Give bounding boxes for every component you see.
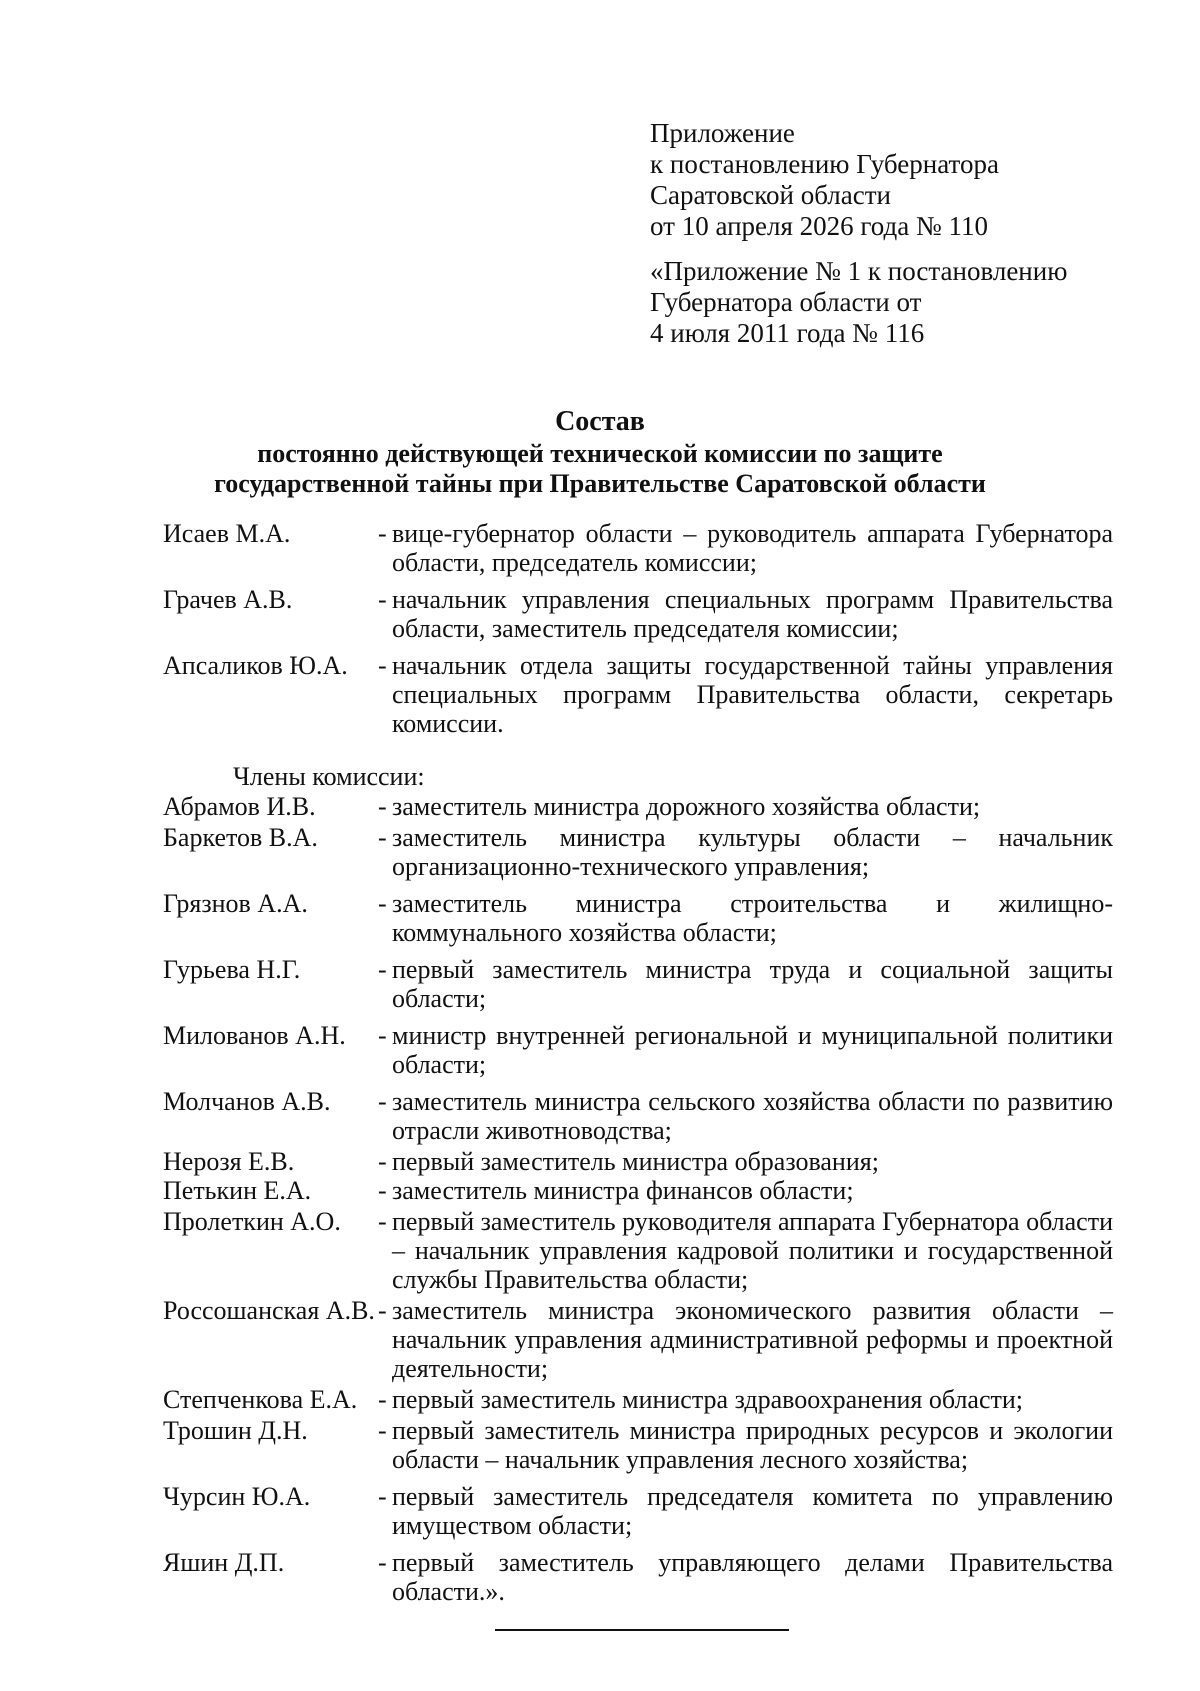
person-role: первый заместитель министра образования; [392, 1147, 879, 1176]
dash: - [378, 1548, 387, 1577]
person-name: Чурсин Ю.А. [163, 1482, 311, 1511]
dash: - [378, 1021, 387, 1050]
person-role: первый заместитель министра природных ресурсов и экологии области – начальник управления лесного хозяйства; [392, 1416, 1113, 1474]
person-name: Россошанская А.В. [163, 1296, 375, 1325]
dash: - [378, 889, 387, 918]
member-row [163, 1021, 1113, 1079]
leadership-row [163, 519, 1113, 577]
member-row [163, 1416, 1113, 1474]
document-subtitle: постоянно действующей технической комиссии по защите [257, 439, 943, 468]
person-role: вице-губернатор области – руководитель аппарата Губернатора области, председатель комиссии; [392, 519, 1113, 577]
person-role: заместитель министра строительства и жилищно-коммунального хозяйства области; [392, 889, 1113, 947]
person-role: заместитель министра экономического развития области – начальник управления административной реформы и проектной деятельности; [392, 1296, 1113, 1383]
dash: - [378, 1147, 387, 1176]
member-row [163, 1087, 1113, 1145]
person-name: Милованов А.Н. [163, 1021, 346, 1050]
person-role: заместитель министра культуры области – начальник организационно-технического управления; [392, 823, 1113, 881]
person-role: министр внутренней региональной и муниципальной политики области; [392, 1021, 1113, 1079]
person-role: первый заместитель министра труда и социальной защиты области; [392, 955, 1113, 1013]
member-row [163, 1207, 1113, 1294]
dash: - [378, 585, 387, 614]
person-name: Грязнов А.А. [163, 889, 308, 918]
member-row [163, 1385, 1113, 1414]
dash: - [378, 1385, 387, 1414]
person-name: Степченкова Е.А. [163, 1385, 358, 1414]
person-role: начальник управления специальных программ Правительства области, заместитель председателя комиссии; [392, 585, 1113, 643]
dash: - [378, 651, 387, 680]
member-row [163, 955, 1113, 1013]
person-name: Трошин Д.Н. [163, 1416, 308, 1445]
member-row [163, 1147, 1113, 1176]
person-role: начальник отдела защиты государственной тайны управления специальных программ Правительства области, секретарь комиссии. [392, 651, 1113, 738]
person-name: Грачев А.В. [163, 585, 293, 614]
person-name: Апсаликов Ю.А. [163, 651, 348, 680]
person-name: Яшин Д.П. [163, 1548, 285, 1577]
footer-divider [495, 1629, 789, 1631]
dash: - [378, 823, 387, 852]
dash: - [378, 1176, 387, 1205]
person-name: Петькин Е.А. [163, 1176, 312, 1205]
person-role: первый заместитель председателя комитета по управлению имуществом области; [392, 1482, 1113, 1540]
dash: - [378, 1207, 387, 1236]
person-name: Баркетов В.А. [163, 823, 318, 852]
member-row [163, 792, 1113, 821]
document-subtitle: государственной тайны при Правительстве Саратовской области [214, 469, 986, 498]
appendix-line: Саратовской области [650, 180, 891, 210]
member-row [163, 1176, 1113, 1205]
dash: - [378, 792, 387, 821]
person-name: Исаев М.А. [163, 519, 291, 548]
leadership-row [163, 651, 1113, 738]
document-heading [0, 405, 1200, 499]
appendix-line: Приложение [650, 118, 795, 148]
appendix-ref-line: Губернатора области от [650, 287, 922, 317]
appendix-line: от 10 апреля 2026 года № 110 [650, 211, 989, 241]
dash: - [378, 955, 387, 984]
person-name: Абрамов И.В. [163, 792, 316, 821]
person-role: первый заместитель руководителя аппарата Губернатора области – начальник управления кадровой политики и государственной службы Правительства области; [392, 1207, 1113, 1294]
person-role: первый заместитель министра здравоохранения области; [392, 1385, 1024, 1414]
person-name: Нерозя Е.В. [163, 1147, 295, 1176]
appendix-line: к постановлению Губернатора [650, 149, 999, 179]
member-row [163, 1296, 1113, 1383]
dash: - [378, 1296, 387, 1325]
appendix-ref-line: 4 июля 2011 года № 116 [650, 318, 925, 348]
person-role: заместитель министра дорожного хозяйства области; [392, 792, 981, 821]
document-title: Состав [555, 406, 645, 437]
commission-list [163, 519, 1113, 1606]
dash: - [378, 1087, 387, 1116]
dash: - [378, 1482, 387, 1511]
appendix-block [650, 118, 1067, 349]
person-role: заместитель министра сельского хозяйства области по развитию отрасли животноводства; [392, 1087, 1113, 1145]
leadership-row [163, 585, 1113, 643]
member-row [163, 823, 1113, 881]
person-name: Пролеткин А.О. [163, 1207, 341, 1236]
member-row [163, 889, 1113, 947]
dash: - [378, 519, 387, 548]
dash: - [378, 1416, 387, 1445]
member-row [163, 1548, 1113, 1606]
appendix-ref-line: «Приложение № 1 к постановлению [650, 256, 1068, 286]
members-label: Члены комиссии: [233, 762, 425, 791]
person-role: первый заместитель управляющего делами Правительства области.». [392, 1548, 1113, 1606]
person-role: заместитель министра финансов области; [392, 1176, 854, 1205]
person-name: Молчанов А.В. [163, 1087, 331, 1116]
member-row [163, 1482, 1113, 1540]
person-name: Гурьева Н.Г. [163, 955, 301, 984]
